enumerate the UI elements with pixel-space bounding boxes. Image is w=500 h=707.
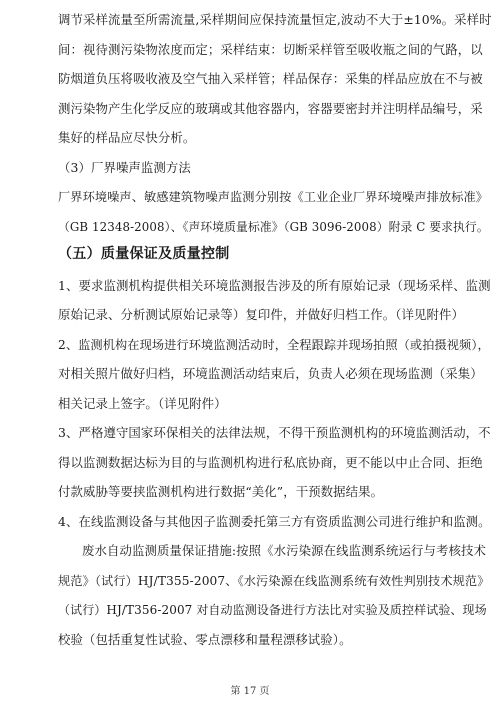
page-number: 第 17 页 bbox=[230, 686, 270, 697]
text-line: 2、监测机构在现场进行环境监测活动时，全程跟踪并现场拍照（或拍摄视频）， bbox=[58, 338, 490, 352]
text-line: 付款威胁等要挟监测机构进行数据“美化”，干预数据结果。 bbox=[58, 484, 384, 499]
text-line: 得以监测数据达标为目的与监测机构进行私底协商，更不能以中止合同、拒绝 bbox=[58, 455, 483, 470]
text-line: 相关记录上签字。（详见附件） bbox=[58, 396, 227, 411]
text-line: 原始记录、分析测试原始记录等）复印件，并做好归档工作。（详见附件） bbox=[58, 307, 464, 322]
text-line: 4、在线监测设备与其他因子监测委托第三方有资质监测公司进行维护和监测。 bbox=[58, 514, 491, 529]
text-line: 规范》（试行）HJ/T355-2007、《水污染源在线监测系统有效性判别技术规范》 bbox=[58, 574, 490, 588]
text-line: 防烟道负压将吸收液及空气抽入采样管；样品保存：采集的样品应放在不与被 bbox=[58, 71, 483, 86]
subsection-title: （3）厂界噪声监测方法 bbox=[58, 160, 191, 175]
text-line: 对相关照片做好归档，环境监测活动结束后，负责人必须在现场监测（采集） bbox=[58, 366, 483, 381]
text-line: 集好的样品应尽快分析。 bbox=[58, 130, 196, 145]
text-line: 调节采样流量至所需流量,采样期间应保持流量恒定,波动不大于±10%。采样时 bbox=[58, 12, 492, 27]
text-line: 间：视待测污染物浓度而定；采样结束：切断采样管至吸收瓶之间的气路，以 bbox=[58, 42, 483, 57]
text-line: 废水自动监测质量保证措施:按照《水污染源在线监测系统运行与考核技术 bbox=[82, 543, 486, 558]
text-line: 3、严格遵守国家环保相关的法律法规，不得干预监测机构的环境监测活动，不 bbox=[58, 425, 491, 440]
text-line: 厂界环境噪声、敏感建筑物噪声监测分别按《工业企业厂界环境噪声排放标准》 bbox=[58, 190, 489, 204]
text-line: 测污染物产生化学反应的玻璃或其他容器内，容器要密封并注明样品编号，采 bbox=[58, 101, 483, 116]
text-line: 1、要求监测机构提供相关环境监测报告涉及的所有原始记录（现场采样、监测 bbox=[58, 278, 491, 293]
text-line: （GB 12348-2008）、《声环境质量标准》（GB 3096-2008）附录 C 要求执行。 bbox=[58, 220, 489, 234]
section-heading: （五）质量保证及质量控制 bbox=[58, 246, 230, 262]
text-line: 校验（包括重复性试验、零点漂移和量程漂移试验）。 bbox=[58, 632, 352, 647]
text-line: （试行）HJ/T356-2007 对自动监测设备进行方法比对实验及质控样试验、现场 bbox=[58, 603, 487, 617]
